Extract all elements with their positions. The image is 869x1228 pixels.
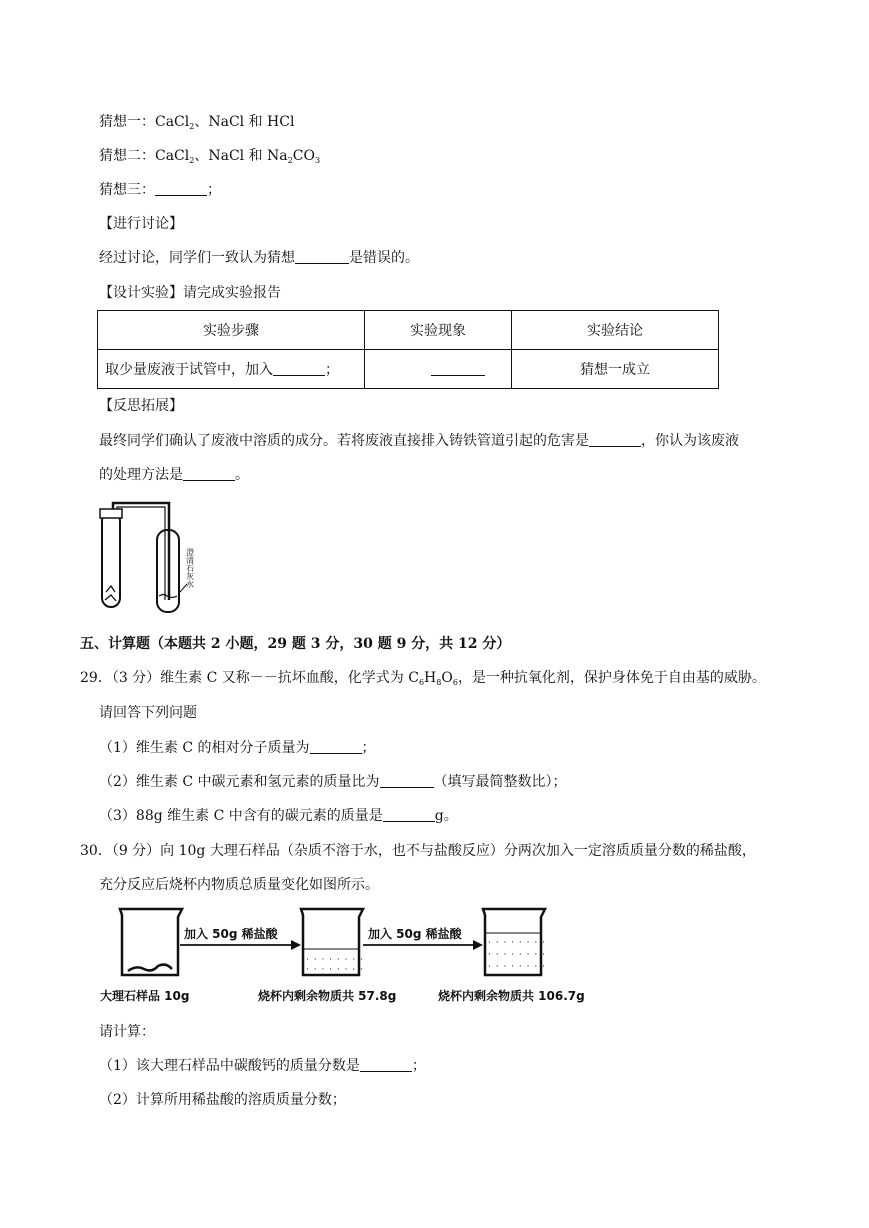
subscript: 2 — [287, 156, 293, 165]
limewater-label: 澄清石灰水 — [185, 548, 195, 588]
subscript: 2 — [189, 156, 195, 165]
left-test-tube — [102, 512, 120, 607]
table-step-suffix: ； — [325, 362, 339, 378]
discussion-text — [99, 248, 419, 268]
answer-blank[interactable] — [273, 361, 325, 376]
solid-reactant — [105, 586, 116, 601]
q30-stem-line-1: 30．（9 分）向 10g 大理石样品（杂质不溶于水，也不与盐酸反应）分两次加入一定溶质质量分数的稀盐酸， — [80, 843, 756, 859]
table-header-row — [98, 311, 719, 350]
q30-part-2: （2）计算所用稀盐酸的溶质质量分数； — [99, 1092, 346, 1108]
answer-blank[interactable] — [431, 361, 485, 376]
table-header-step: 实验步骤 — [98, 311, 365, 350]
answer-blank[interactable] — [383, 807, 435, 822]
q29-prompt: 请回答下列问题 — [99, 705, 197, 721]
q29-part-1 — [99, 738, 376, 758]
test-tube-apparatus-figure — [95, 500, 215, 620]
liquid-dots: · · · · · · · · — [306, 955, 364, 965]
beaker-3-label: 烧杯内剩余物质共 106.7g — [438, 989, 585, 1003]
arrow-2-head — [473, 940, 483, 950]
beaker-1 — [120, 909, 182, 975]
hypothesis-2-mid2: CO — [292, 148, 315, 164]
q29-formula-o: O — [441, 670, 453, 686]
arrow-1-head — [291, 940, 301, 950]
table-cell-step — [98, 350, 365, 389]
answer-blank[interactable] — [295, 249, 349, 264]
q29-stem-text: 29．（3 分）维生素 C 又称－－抗坏血酸，化学式为 C — [80, 670, 419, 686]
subscript: 6 — [418, 678, 425, 687]
discussion-text-after: 是错误的。 — [349, 250, 419, 266]
reflection-line-1 — [99, 431, 739, 451]
discussion-heading: 【进行讨论】 — [99, 216, 183, 232]
beaker-sequence-figure — [98, 905, 608, 1010]
table-header-phenomenon: 实验现象 — [365, 311, 512, 350]
q29-part-2-suffix: （填写最简整数比）； — [433, 774, 567, 790]
answer-blank[interactable] — [310, 739, 362, 754]
beaker-2 — [301, 909, 364, 975]
q30-part-1-suffix: ； — [411, 1058, 426, 1074]
answer-blank[interactable] — [589, 432, 641, 447]
reflection-text: 最终同学们确认了废液中溶质的成分。若将废液直接排入铸铁管道引起的危害是 — [99, 433, 589, 449]
subscript: 6 — [452, 678, 458, 687]
liquid-dots: · · · · · · · · — [488, 950, 546, 960]
table-row — [98, 350, 719, 389]
marble-sample — [128, 965, 172, 971]
q30-stem-line-2: 充分反应后烧杯内物质总质量变化如图所示。 — [99, 877, 379, 893]
hypothesis-2 — [99, 146, 320, 171]
q29-part-3-suffix: g。 — [434, 808, 458, 824]
q29-formula-h: H — [424, 670, 437, 686]
beaker-3 — [483, 909, 546, 975]
q30-ask: 请计算： — [99, 1024, 155, 1040]
liquid-dots: · · · · · · · · — [306, 965, 364, 975]
q30-part-1 — [99, 1056, 426, 1076]
reflection-text-after: ，你认为该废液 — [641, 433, 739, 449]
q30-part-1-text: （1）该大理石样品中碳酸钙的质量分数是 — [99, 1058, 360, 1074]
q29-part-1-text: （1）维生素 C 的相对分子质量为 — [99, 740, 310, 756]
q29-stem-after: ，是一种抗氧化剂，保护身体免于自由基的威胁。 — [457, 670, 766, 686]
beaker-1-label: 大理石样品 10g — [100, 989, 190, 1003]
answer-blank[interactable] — [183, 466, 235, 481]
q29-part-2-text: （2）维生素 C 中碳元素和氢元素的质量比为 — [99, 774, 380, 790]
answer-blank[interactable] — [380, 773, 434, 788]
beaker-2-label: 烧杯内剩余物质共 57.8g — [258, 989, 397, 1003]
hypothesis-3-suffix: ； — [207, 182, 221, 198]
design-heading: 【设计实验】请完成实验报告 — [99, 285, 281, 301]
hypothesis-2-text: 猜想二：CaCl — [99, 148, 190, 164]
table-header-conclusion: 实验结论 — [512, 311, 719, 350]
arrow-1-label: 加入 50g 稀盐酸 — [184, 927, 278, 941]
stopper — [100, 509, 122, 518]
liquid-dots: · · · · · · · · — [488, 938, 546, 948]
q29-stem — [80, 668, 766, 693]
hypothesis-3 — [99, 180, 221, 200]
hypothesis-1-rest: 、NaCl 和 HCl — [194, 114, 295, 130]
hypothesis-1-text: 猜想一：CaCl — [99, 114, 190, 130]
answer-blank[interactable] — [155, 181, 207, 196]
reflection-text: 的处理方法是 — [99, 467, 183, 483]
q29-part-2 — [99, 772, 567, 792]
reflection-line-2 — [99, 465, 249, 485]
experiment-table — [97, 310, 719, 389]
discussion-text-before: 经过讨论，同学们一致认为猜想 — [99, 250, 295, 266]
table-cell-phenomenon — [365, 350, 512, 389]
reflection-heading: 【反思拓展】 — [99, 398, 183, 414]
arrow-2-label: 加入 50g 稀盐酸 — [368, 927, 462, 941]
subscript: 8 — [436, 678, 442, 687]
answer-blank[interactable] — [360, 1057, 412, 1072]
table-cell-conclusion: 猜想一成立 — [512, 350, 719, 389]
subscript: 2 — [189, 122, 195, 131]
subscript: 3 — [314, 156, 321, 165]
section-heading: 五、计算题（本题共 2 小题，29 题 3 分，30 题 9 分，共 12 分） — [80, 636, 511, 652]
liquid-dots: · · · · · · · · — [488, 962, 546, 972]
q29-part-3 — [99, 806, 458, 826]
hypothesis-2-mid: 、NaCl 和 Na — [194, 148, 288, 164]
table-step-text: 取少量废液于试管中，加入 — [105, 362, 273, 378]
q29-part-3-text: （3）88g 维生素 C 中含有的碳元素的质量是 — [99, 808, 383, 824]
hypothesis-1 — [99, 112, 294, 137]
q29-part-1-suffix: ； — [361, 740, 376, 756]
hypothesis-3-text: 猜想三： — [99, 182, 155, 198]
reflection-text-after: 。 — [235, 467, 249, 483]
